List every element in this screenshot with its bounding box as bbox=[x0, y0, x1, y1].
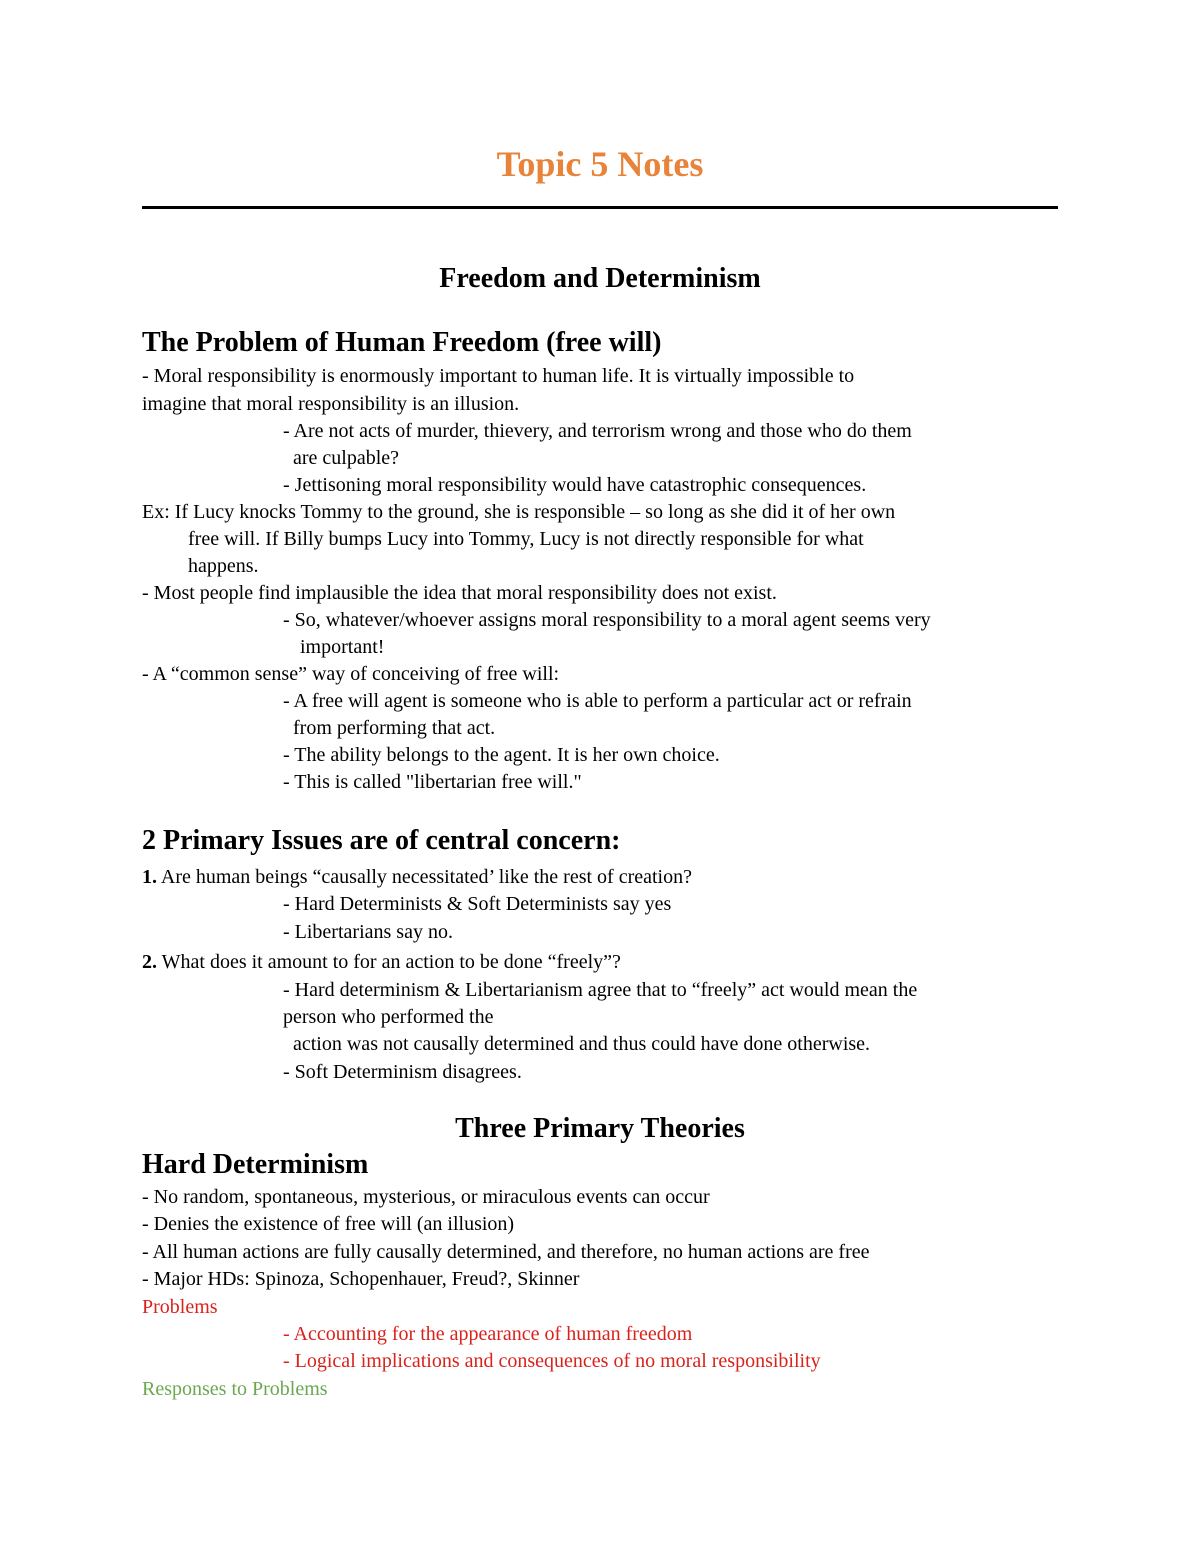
text-line: from performing that act. bbox=[293, 717, 496, 739]
subheading-hard-determinism: Hard Determinism bbox=[142, 1149, 369, 1180]
document-title: Topic 5 Notes bbox=[496, 144, 704, 184]
text-line: - Major HDs: Spinoza, Schopenhauer, Freud?, Skinner bbox=[142, 1268, 580, 1290]
text-line: - Most people find implausible the idea that moral responsibility does not exist. bbox=[142, 582, 777, 604]
question-line-1 bbox=[142, 865, 692, 889]
text-line: Ex: If Lucy knocks Tommy to the ground, she is responsible – so long as she did it of her own bbox=[142, 501, 896, 523]
text-line: action was not causally determined and thus could have done otherwise. bbox=[293, 1033, 871, 1055]
text-line: - Jettisoning moral responsibility would have catastrophic consequences. bbox=[283, 474, 867, 496]
question-line-2 bbox=[142, 950, 621, 974]
text-line: - All human actions are fully causally determined, and therefore, no human actions are free bbox=[142, 1241, 870, 1263]
subheading-primary-issues: 2 Primary Issues are of central concern: bbox=[142, 825, 621, 856]
text-line: are culpable? bbox=[293, 447, 400, 469]
question-number: 2. bbox=[142, 951, 157, 973]
text-line: happens. bbox=[188, 555, 259, 577]
question-text: Are human beings “causally necessitated’ like the rest of creation? bbox=[157, 866, 692, 888]
problem-item: - Accounting for the appearance of human freedom bbox=[283, 1323, 693, 1345]
text-line: - Are not acts of murder, thievery, and terrorism wrong and those who do them bbox=[283, 420, 912, 442]
text-line: important! bbox=[300, 636, 385, 658]
text-line: - Libertarians say no. bbox=[283, 921, 453, 943]
text-line: person who performed the bbox=[283, 1006, 494, 1028]
text-line: - No random, spontaneous, mysterious, or miraculous events can occur bbox=[142, 1186, 710, 1208]
text-line: imagine that moral responsibility is an illusion. bbox=[142, 393, 520, 415]
text-line: - A free will agent is someone who is able to perform a particular act or refrain bbox=[283, 690, 912, 712]
section-heading-three-theories: Three Primary Theories bbox=[455, 1113, 745, 1144]
title-divider bbox=[142, 206, 1058, 209]
responses-label: Responses to Problems bbox=[142, 1378, 328, 1400]
subheading-problem-of-freedom: The Problem of Human Freedom (free will) bbox=[142, 327, 662, 358]
problems-label: Problems bbox=[142, 1296, 218, 1318]
text-line: free will. If Billy bumps Lucy into Tommy, Lucy is not directly responsible for what bbox=[188, 528, 864, 550]
text-line: - Hard determinism & Libertarianism agree that to “freely” act would mean the bbox=[283, 979, 918, 1001]
text-line: - Soft Determinism disagrees. bbox=[283, 1061, 522, 1083]
question-text: What does it amount to for an action to be done “freely”? bbox=[157, 951, 621, 973]
text-line: - Hard Determinists & Soft Determinists say yes bbox=[283, 893, 672, 915]
problem-item: - Logical implications and consequences of no moral responsibility bbox=[283, 1350, 821, 1372]
text-line: - The ability belongs to the agent. It is her own choice. bbox=[283, 744, 720, 766]
text-line: - Moral responsibility is enormously important to human life. It is virtually impossible to bbox=[142, 365, 855, 387]
text-line: - This is called "libertarian free will." bbox=[283, 771, 582, 793]
question-number: 1. bbox=[142, 866, 157, 888]
section-heading-freedom-determinism: Freedom and Determinism bbox=[439, 263, 761, 294]
text-line: - Denies the existence of free will (an illusion) bbox=[142, 1213, 515, 1235]
text-line: - So, whatever/whoever assigns moral responsibility to a moral agent seems very bbox=[283, 609, 931, 631]
text-line: - A “common sense” way of conceiving of free will: bbox=[142, 663, 560, 685]
